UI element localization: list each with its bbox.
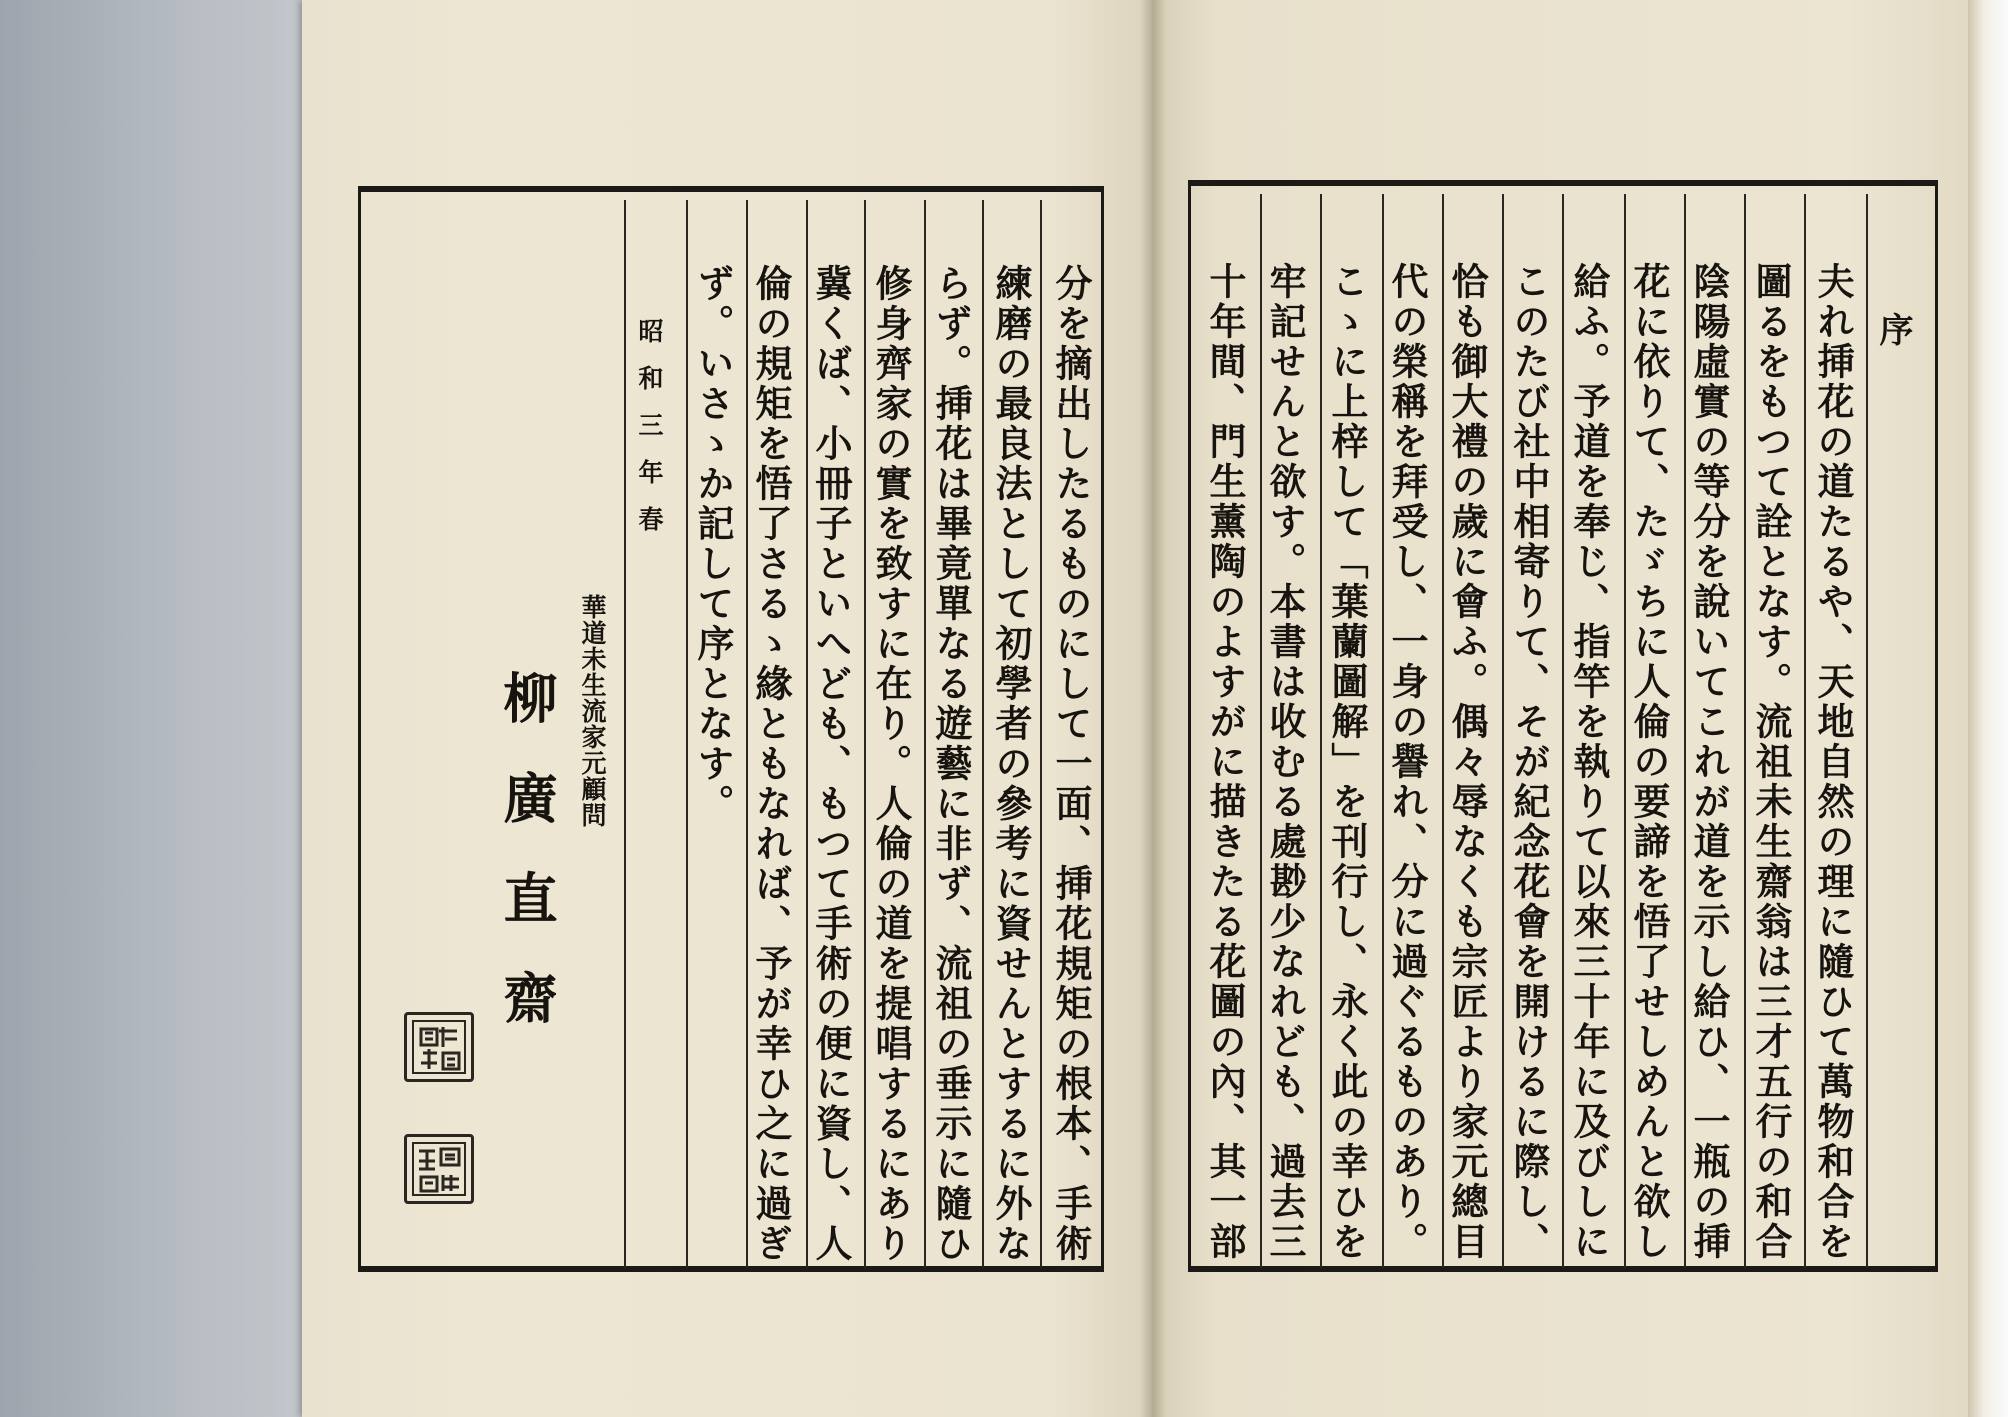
left-text-column-6: 倫の規矩を悟了さるゝ緣ともなれば、予が幸ひ之に過ぎ (749, 264, 793, 1264)
seal-stamp-upper (404, 1012, 474, 1082)
date-line: 昭和三年春 (635, 318, 664, 553)
column-rule (1562, 194, 1564, 1268)
right-text-column-3: 陰陽虛實の等分を說いてこれが道を示し給ひ、一瓶の挿 (1687, 262, 1731, 1262)
column-rule (1866, 194, 1868, 1268)
column-rule (1624, 194, 1626, 1268)
column-rule (1260, 194, 1262, 1268)
column-rule (806, 200, 808, 1268)
right-text-column-4: 花に依りて、たゞちに人倫の要諦を悟了せしめんと欲し (1627, 262, 1671, 1262)
page-edge (1968, 0, 2008, 1417)
left-text-column-4: 修身齊家の實を致すに在り。人倫の道を提唱するにあり (869, 264, 913, 1264)
column-rule (1040, 200, 1042, 1268)
right-text-column-7: 恰も御大禮の歲に會ふ。偶々辱なくも宗匠より家元總目 (1445, 262, 1489, 1262)
left-text-column-1: 分を摘出したるものにして一面、挿花規矩の根本、手術 (1049, 264, 1093, 1264)
column-rule (924, 200, 926, 1268)
column-rule (1382, 194, 1384, 1268)
seal-glyph-icon (409, 1139, 469, 1199)
right-frame-top-rule (1188, 180, 1938, 186)
scanner-background (0, 0, 330, 1417)
column-rule (746, 200, 748, 1268)
seal-glyph-icon (409, 1017, 469, 1077)
column-rule (982, 200, 984, 1268)
right-text-column-8: 代の榮稱を拜受し、一身の譽れ、分に過ぐるものあり。 (1385, 262, 1429, 1262)
column-rule (624, 200, 626, 1268)
column-rule (864, 200, 866, 1268)
author-title: 華道未生流家元顧問 (578, 594, 607, 828)
right-text-column-9: こゝに上梓して「葉蘭圖解」を刊行し、永く此の幸ひを (1325, 262, 1369, 1262)
right-text-column-5: 給ふ。予道を奉じ、指竿を執りて以來三十年に及びしに (1567, 262, 1611, 1262)
right-text-column-2: 圖るをもつて詮となす。流祖未生齋翁は三才五行の和合 (1749, 262, 1793, 1262)
column-rule (1502, 194, 1504, 1268)
right-text-column-1: 夫れ挿花の道たるや、天地自然の理に隨ひて萬物和合を (1811, 262, 1855, 1262)
left-text-column-7: ず。いさゝか記して序となす。 (691, 264, 735, 824)
column-rule (1804, 194, 1806, 1268)
left-frame-bottom-rule (358, 1266, 1104, 1272)
book-gutter (1140, 0, 1166, 1417)
left-text-column-2: 練磨の最良法として初學者の參考に資せんとするに外な (989, 264, 1033, 1264)
right-text-column-6: このたび社中相寄りて、そが紀念花會を開けるに際し、 (1507, 262, 1551, 1262)
column-rule (1744, 194, 1746, 1268)
author-name: 柳廣直齋 (495, 670, 559, 1070)
column-rule (1442, 194, 1444, 1268)
preface-heading: 序 (1873, 312, 1913, 349)
left-frame-top-rule (358, 186, 1104, 192)
left-text-column-3: らず。挿花は畢竟單なる遊藝に非ず、流祖の垂示に隨ひ (929, 264, 973, 1264)
right-text-column-11: 十年間、門生薰陶のよすがに描きたる花圖の內、其一部 (1203, 262, 1247, 1262)
column-rule (686, 200, 688, 1268)
left-text-column-5: 冀くば、小冊子といへども、もつて手術の便に資し、人 (809, 264, 853, 1264)
column-rule (1684, 194, 1686, 1268)
right-text-column-10: 牢記せんと欲す。本書は收むる處尠少なれども、過去三 (1263, 262, 1307, 1262)
seal-stamp-lower (404, 1134, 474, 1204)
column-rule (1320, 194, 1322, 1268)
